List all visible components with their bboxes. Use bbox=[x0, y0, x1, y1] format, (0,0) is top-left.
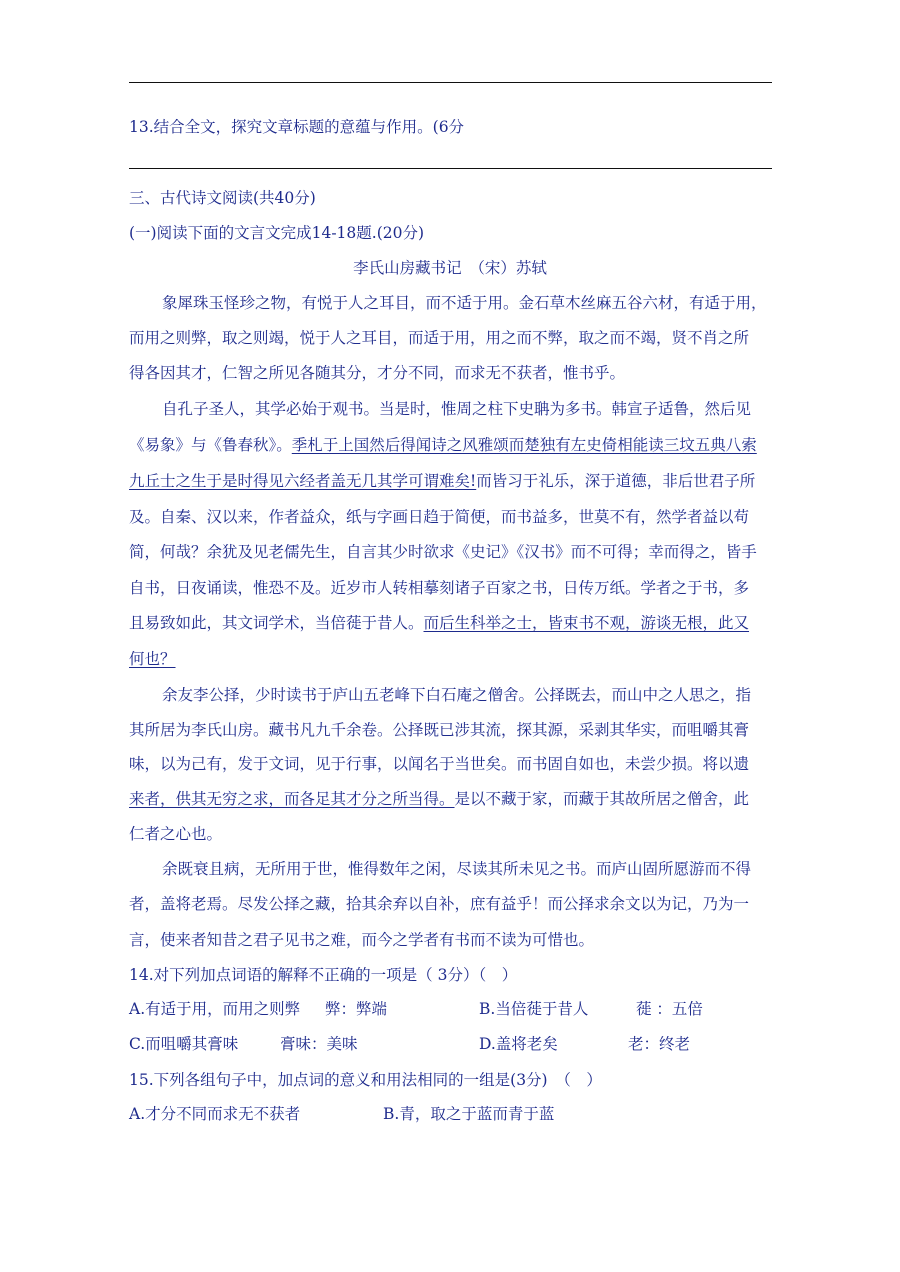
passage-p2-line7 bbox=[129, 613, 774, 633]
passage-text: 是以不藏于家，而藏于其故所居之僧舍，此 bbox=[454, 790, 750, 808]
passage-p3-line1: 余友李公择，少时读书于庐山五老峰下白石庵之僧舍。公择既去，而山中之人思之，指 bbox=[162, 686, 752, 704]
top-rule bbox=[129, 82, 772, 83]
passage-title: 李氏山房藏书记 （宋）苏轼 bbox=[353, 259, 547, 277]
q15-option-a: A.才分不同而求无不获者 bbox=[129, 1105, 301, 1123]
passage-p3-line5: 仁者之心也。 bbox=[129, 825, 223, 843]
passage-p3-line2: 其所居为李氏山房。藏书凡九千余卷。公择既已涉其流，探其源，采剥其华实，而咀嚼其膏 bbox=[129, 721, 750, 739]
passage-p4-line2: 者，盖将老焉。尽发公择之藏，拾其余弃以自补，庶有益乎！而公择求余文以为记，乃为一 bbox=[129, 895, 750, 913]
underlined-passage: 季札于上国然后得闻诗之风雅颂而楚独有左史倚相能读三坟五典八索 bbox=[291, 436, 757, 454]
q14-option-d: D.盖将老矣 bbox=[479, 1035, 558, 1053]
passage-p2-line4: 及。自秦、汉以来，作者益众，纸与字画日趋于简便，而书益多，世莫不有，然学者益以苟 bbox=[129, 508, 750, 526]
question-14-stem: 14.对下列加点词语的解释不正确的一项是（ 3分）（ ） bbox=[129, 966, 518, 984]
passage-p2-line5: 简，何哉？余犹及见老儒先生，自言其少时欲求《史记》《汉书》而不可得；幸而得之，皆手 bbox=[129, 543, 757, 561]
answer-line-13 bbox=[129, 168, 772, 169]
question-15-stem: 15.下列各组句子中，加点词的意义和用法相同的一组是(3分) （ ） bbox=[129, 1071, 602, 1089]
passage-text: 《易象》与《鲁春秋》。 bbox=[129, 436, 292, 454]
underlined-passage: 九丘士之生于是时得见六经者盖无几其学可谓难矣! bbox=[129, 472, 477, 490]
passage-p2-line3 bbox=[129, 471, 774, 491]
passage-p1-line1: 象犀珠玉怪珍之物，有悦于人之耳目，而不适于用。金石草木丝麻五谷六材，有适于用， bbox=[162, 294, 767, 312]
q14-option-d-gloss: 老：终老 bbox=[628, 1035, 691, 1053]
section-sub-heading: (一)阅读下面的文言文完成14-18题.(20分) bbox=[129, 224, 425, 242]
passage-p1-line3: 得各因其才，仁智之所见各随其分，才分不同，而求无不获者，惟书乎。 bbox=[129, 364, 626, 382]
q14-option-b: B.当倍蓰于昔人 bbox=[479, 1000, 589, 1018]
underlined-passage: 而后生科举之士，皆束书不观，游谈无根，此又 bbox=[423, 614, 750, 632]
passage-p3-line3: 味，以为己有，发于文词，见于行事，以闻名于当世矣。而书固自如也，未尝少损。将以遗 bbox=[129, 755, 750, 773]
underlined-passage: 来者，供其无穷之求，而各足其才分之所当得。 bbox=[129, 790, 455, 808]
q14-option-c: C.而咀嚼其膏味 bbox=[129, 1035, 239, 1053]
passage-text: 而皆习于礼乐，深于道德，非后世君子所 bbox=[476, 472, 756, 490]
passage-p4-line1: 余既衰且病，无所用于世，惟得数年之闲，尽读其所未见之书。而庐山固所愿游而不得 bbox=[162, 860, 752, 878]
passage-p3-line4 bbox=[129, 789, 774, 809]
passage-text: 且易致如此，其文词学术，当倍蓰于昔人。 bbox=[129, 614, 424, 632]
section-heading: 三、古代诗文阅读(共40分) bbox=[129, 189, 316, 207]
passage-p2-line6: 自书，日夜诵读，惟恐不及。近岁市人转相摹刻诸子百家之书，日传万纸。学者之于书，多 bbox=[129, 579, 750, 597]
question-13: 13.结合全文，探究文章标题的意蕴与作用。(6分 bbox=[129, 118, 465, 136]
q15-option-b: B.青，取之于蓝而青于蓝 bbox=[383, 1105, 555, 1123]
q14-option-b-gloss: 蓰 ：五倍 bbox=[636, 1000, 703, 1018]
underlined-passage: 何也？ bbox=[129, 650, 176, 668]
q14-option-c-gloss: 膏味：美味 bbox=[280, 1035, 358, 1053]
passage-p2-line1: 自孔子圣人，其学必始于观书。当是时，惟周之柱下史聃为多书。韩宣子适鲁，然后见 bbox=[162, 400, 752, 418]
q14-option-a: A.有适于用，而用之则弊 bbox=[129, 1000, 301, 1018]
passage-p4-line3: 言，使来者知昔之君子见书之难，而今之学者有书而不读为可惜也。 bbox=[129, 931, 595, 949]
passage-p2-line8 bbox=[129, 649, 774, 669]
passage-p2-line2 bbox=[129, 435, 774, 455]
passage-p1-line2: 而用之则弊，取之则竭，悦于人之耳目，而适于用，用之而不弊，取之而不竭，贤不肖之所 bbox=[129, 329, 750, 347]
q14-option-a-gloss: 弊：弊端 bbox=[325, 1000, 388, 1018]
